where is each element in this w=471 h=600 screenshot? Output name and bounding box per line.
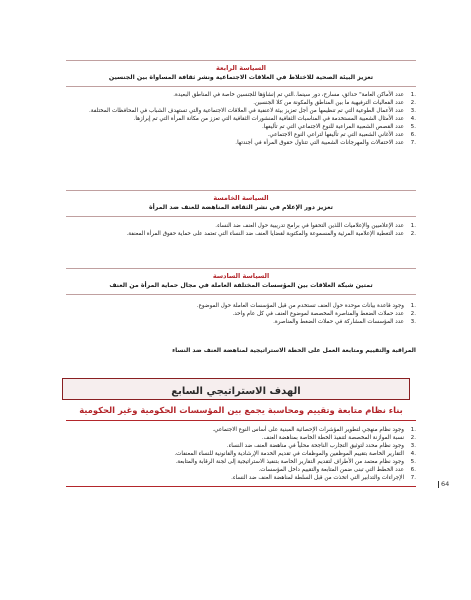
list-item: .6 عدد الأغاني الشعبية التي تم تأليفها لتراعي النوع الاجتماعي. xyxy=(267,132,416,138)
list-item: .6 عدد الخطط التي تبنى ضمن المتابعة والتقييم داخل المؤسسات. xyxy=(258,467,416,473)
list-item: .5 وجود نظام معتمد من الأطراف لتقديم التقارير الخاصة بتنفيذ الاستراتيجية إلى لجنة الرقابة والمتابعة. xyxy=(175,459,416,465)
list-item: .3 عدد المؤسسات المشاركة في حملات الضغط والمناصرة. xyxy=(273,319,416,325)
divider xyxy=(66,86,416,87)
policy5-list xyxy=(66,222,416,238)
list-item: .2 عدد الفعاليات الترفيهية ما بين المناطق والمكونة من كلا الجنسين. xyxy=(253,100,416,106)
goal7-list xyxy=(66,426,416,482)
policy-title: السياسة الرابعة xyxy=(216,64,266,72)
list-item: .2 عدد حملات الضغط والمناصرة المخصصة لموضوع العنف في كل عام واحد. xyxy=(232,311,416,317)
policy6-section xyxy=(66,272,416,290)
page-number: 64 xyxy=(438,480,449,488)
list-item: .1 عدد الإعلاميين والإعلاميات اللذين التحقوا في برامج تدريبية حول العنف ضد النساء. xyxy=(215,223,416,229)
goal-subtitle: بناء نظام متابعة وتقييم ومحاسبة يجمع بين المؤسسات الحكومية وغير الحكومية xyxy=(79,405,403,415)
list-item: .1 عدد الأماكن العامة" حدائق، مسارح، دور سينما..التي تم إنشاؤها للجنسين خاصة في المناطق البعيدة. xyxy=(173,92,416,98)
policy-subtitle: تمتين شبكة العلاقات بين المؤسسات المختلفة العاملة في مجال حماية المرأة من العنف xyxy=(109,282,373,289)
list-item: .4 عدد الأمثال الشعبية المستخدمة في المناسبات الثقافية المنشورات الثقافية التي تعزز من مكانة المرأة التي تم إبرازها. xyxy=(133,116,416,122)
divider xyxy=(66,268,416,269)
list-item: .4 التقارير الخاصة بتقييم الموظفين والموظفات في تقديم الخدمة الإرشادية والقانونية للنساء المعنفات. xyxy=(174,451,416,457)
goal-title: الهدف الاستراتيجي السابع xyxy=(171,386,301,397)
policy4-list xyxy=(66,91,416,147)
monitoring-note: المراقبة والتقييم ومتابعة العمل على الخطة الاستراتيجية لمناهضة العنف ضد النساء xyxy=(172,347,416,354)
list-item: .3 عدد الأعمال الطوعية التي تم تنظيمها من أجل تعزيز بيئة لاعنفية في العلاقات الاجتماعية والتي تستهدف الشباب في المحافظات المختلفة. xyxy=(89,108,416,114)
list-item: .7 عدد الاحتفالات والمهرجانات الشعبية التي تتناول حقوق المرأة في أجندتها. xyxy=(235,140,416,146)
policy4-section xyxy=(66,64,416,82)
policy-subtitle: تعزيز دور الإعلام في نشر الثقافة المناهضة للعنف ضد المرأة xyxy=(149,204,333,211)
policy-subtitle: تعزيز البيئة الصحية للاختلاط في العلاقات الاجتماعية ونشر ثقافة المساواة بين الجنسين xyxy=(108,74,374,81)
divider xyxy=(66,60,416,61)
policy6-list xyxy=(66,302,416,326)
goal-title-box xyxy=(62,378,410,400)
policy-title: السياسة السادسة xyxy=(212,272,270,280)
list-item: .5 عدد القصص الشعبية المراعية للنوع الاجتماعي التي تم تأليفها. xyxy=(262,124,416,130)
divider xyxy=(66,420,416,421)
divider xyxy=(66,216,416,217)
page-number-bar xyxy=(438,481,439,488)
list-item: .1 وجود قاعدة بيانات موحدة حول العنف تستخدم من قبل المؤسسات العاملة حول الموضوع. xyxy=(196,303,416,309)
list-item: .3 وجود نظام محدد لتوثيق التجارب الناجحة محلياً في مناهضة العنف ضد النساء. xyxy=(226,443,416,449)
list-item: .2 عدد التغطية الإعلامية المرئية والمسموعة والمكتوبة لقضايا العنف ضد النساء التي تعتمد على حماية حقوق المرأة المعنفة. xyxy=(126,231,416,237)
divider xyxy=(66,294,416,295)
divider xyxy=(66,486,416,487)
list-item: .7 الإجراءات والتدابير التي اتخذت من قبل السلطة لمناهضة العنف ضد النساء. xyxy=(231,475,416,481)
policy5-section xyxy=(66,194,416,212)
list-item: .2 نسبة الموازنة المخصصة لتنفيذ الخطة الخاصة بمناهضة العنف. xyxy=(261,435,416,441)
list-item: .1 وجود نظام منهجي لتطوير المؤشرات الإحصائية المبنية على أساس النوع الاجتماعي. xyxy=(212,427,416,433)
divider xyxy=(66,190,416,191)
policy-title: السياسة الخامسة xyxy=(213,194,269,202)
